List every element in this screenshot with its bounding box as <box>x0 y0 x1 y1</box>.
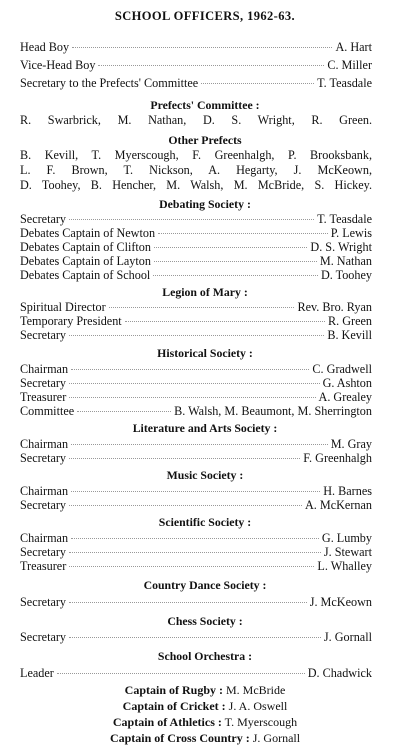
role-label: Secretary <box>20 212 67 226</box>
officer-name: H. Barnes <box>323 484 372 498</box>
officer-row <box>20 595 372 610</box>
officer-name: T. Teasdale <box>317 76 372 90</box>
officer-name: A. Grealey <box>318 390 372 404</box>
officer-row <box>20 58 372 73</box>
leader-dots <box>71 443 328 445</box>
officer-name: G. Lumby <box>321 531 372 545</box>
role-label: Head Boy <box>20 40 70 54</box>
role-label: Secretary <box>20 451 67 465</box>
leader-dots <box>98 64 324 66</box>
leader-dots <box>69 504 302 506</box>
section-heading: Chess Society : <box>167 614 243 628</box>
officer-row <box>20 314 372 329</box>
officer-row <box>20 254 372 269</box>
officer-row <box>20 240 372 255</box>
role-label: Debates Captain of Newton <box>20 226 156 240</box>
leader-dots <box>69 601 307 603</box>
officer-name: C. Gradwell <box>312 362 372 376</box>
officer-name: J. McKeown <box>309 595 372 609</box>
leader-dots <box>71 490 320 492</box>
officer-name: J. Gornall <box>323 630 372 644</box>
officer-row <box>20 404 372 419</box>
officer-row <box>20 484 372 499</box>
leader-dots <box>109 306 295 308</box>
section-heading: School Orchestra : <box>157 649 253 663</box>
officer-row <box>20 362 372 377</box>
role-label: Spiritual Director <box>20 300 106 314</box>
role-label: Debates Captain of Layton <box>20 254 151 268</box>
leader-dots <box>77 410 171 412</box>
officer-row <box>20 226 372 241</box>
officer-row <box>20 666 372 681</box>
captain-title: Captain of Rugby : <box>124 683 224 697</box>
role-label: Secretary <box>20 376 67 390</box>
prefects-line: B. Kevill, T. Myerscough, F. Greenhalgh, P. Brooksbank, <box>20 148 372 162</box>
officer-name: M. Gray <box>330 437 372 451</box>
captain-line <box>0 731 410 746</box>
captain-title: Captain of Cricket : <box>122 699 226 713</box>
role-label: Secretary <box>20 630 67 644</box>
officer-row <box>20 498 372 513</box>
leader-dots <box>153 274 318 276</box>
role-label: Secretary <box>20 498 67 512</box>
leader-dots <box>69 396 315 398</box>
role-label: Debates Captain of School <box>20 268 151 282</box>
section-heading: Scientific Society : <box>158 515 252 529</box>
section-heading: Debating Society : <box>159 197 251 211</box>
role-label: Treasurer <box>20 559 67 573</box>
leader-dots <box>69 334 324 336</box>
officer-name: B. Kevill <box>327 328 372 342</box>
officer-row <box>20 545 372 560</box>
officer-row <box>20 268 372 283</box>
officer-name: A. McKernan <box>304 498 372 512</box>
section-heading: Music Society : <box>166 468 244 482</box>
leader-dots <box>69 382 320 384</box>
officer-name: D. Chadwick <box>307 666 372 680</box>
prefects-line: D. Toohey, B. Hencher, M. Walsh, M. McBride, S. Hickey. <box>20 178 372 192</box>
officer-row <box>20 531 372 546</box>
officer-name: B. Walsh, M. Beaumont, M. Sherrington <box>174 404 372 418</box>
captain-name: J. A. Oswell <box>228 699 288 713</box>
leader-dots <box>69 218 314 220</box>
officer-row <box>20 300 372 315</box>
officer-name: L. Whalley <box>317 559 372 573</box>
officer-name: R. Green <box>328 314 372 328</box>
leader-dots <box>69 551 321 553</box>
role-label: Treasurer <box>20 390 67 404</box>
officer-name: D. Toohey <box>320 268 372 282</box>
role-label: Debates Captain of Clifton <box>20 240 151 254</box>
officer-row <box>20 451 372 466</box>
role-label: Secretary <box>20 545 67 559</box>
section-heading: Other Prefects <box>168 133 242 147</box>
officer-row <box>20 559 372 574</box>
role-label: Chairman <box>20 437 69 451</box>
officer-name: T. Teasdale <box>317 212 372 226</box>
leader-dots <box>154 246 307 248</box>
officer-name: J. Stewart <box>323 545 372 559</box>
officer-row <box>20 40 372 55</box>
role-label: Secretary to the Prefects' Committee <box>20 76 199 90</box>
officer-row <box>20 328 372 343</box>
leader-dots <box>158 232 328 234</box>
officer-row <box>20 630 372 645</box>
leader-dots <box>201 82 314 84</box>
officer-row <box>20 76 372 91</box>
officer-name: D. S. Wright <box>310 240 372 254</box>
captain-name: T. Myerscough <box>224 715 298 729</box>
officer-name: Rev. Bro. Ryan <box>297 300 372 314</box>
officer-name: C. Miller <box>327 58 372 72</box>
officer-name: G. Ashton <box>322 376 372 390</box>
role-label: Secretary <box>20 328 67 342</box>
leader-dots <box>69 565 314 567</box>
role-label: Committee <box>20 404 75 418</box>
committee-members: R. Swarbrick, M. Nathan, D. S. Wright, R. Green. <box>20 113 372 127</box>
role-label: Vice-Head Boy <box>20 58 96 72</box>
captain-title: Captain of Cross Country : <box>109 731 250 745</box>
captain-name: J. Gornall <box>252 731 301 745</box>
role-label: Temporary President <box>20 314 122 328</box>
leader-dots <box>71 368 309 370</box>
captain-name: M. McBride <box>226 683 286 697</box>
leader-dots <box>69 457 300 459</box>
officer-name: P. Lewis <box>330 226 372 240</box>
captain-title: Captain of Athletics : <box>112 715 222 729</box>
role-label: Leader <box>20 666 54 680</box>
officer-name: A. Hart <box>335 40 372 54</box>
officer-row <box>20 390 372 405</box>
leader-dots <box>72 46 332 48</box>
leader-dots <box>71 537 319 539</box>
leader-dots <box>125 320 325 322</box>
section-heading: Historical Society : <box>157 346 253 360</box>
leader-dots <box>154 260 317 262</box>
captain-line <box>0 715 410 730</box>
page-title: SCHOOL OFFICERS, 1962-63. <box>114 9 296 23</box>
leader-dots <box>57 672 305 674</box>
captain-line <box>0 683 410 698</box>
officer-row <box>20 437 372 452</box>
role-label: Chairman <box>20 531 69 545</box>
section-heading: Legion of Mary : <box>162 285 248 299</box>
leader-dots <box>69 636 321 638</box>
section-heading: Prefects' Committee : <box>150 98 260 112</box>
role-label: Chairman <box>20 484 69 498</box>
prefects-line: L. F. Brown, T. Nickson, A. Hegarty, J. McKeown, <box>20 163 372 177</box>
role-label: Chairman <box>20 362 69 376</box>
officer-name: M. Nathan <box>319 254 372 268</box>
officer-row <box>20 212 372 227</box>
officer-name: F. Greenhalgh <box>303 451 372 465</box>
role-label: Secretary <box>20 595 67 609</box>
section-heading: Country Dance Society : <box>143 578 267 592</box>
officer-row <box>20 376 372 391</box>
section-heading: Literature and Arts Society : <box>132 421 278 435</box>
captain-line <box>0 699 410 714</box>
